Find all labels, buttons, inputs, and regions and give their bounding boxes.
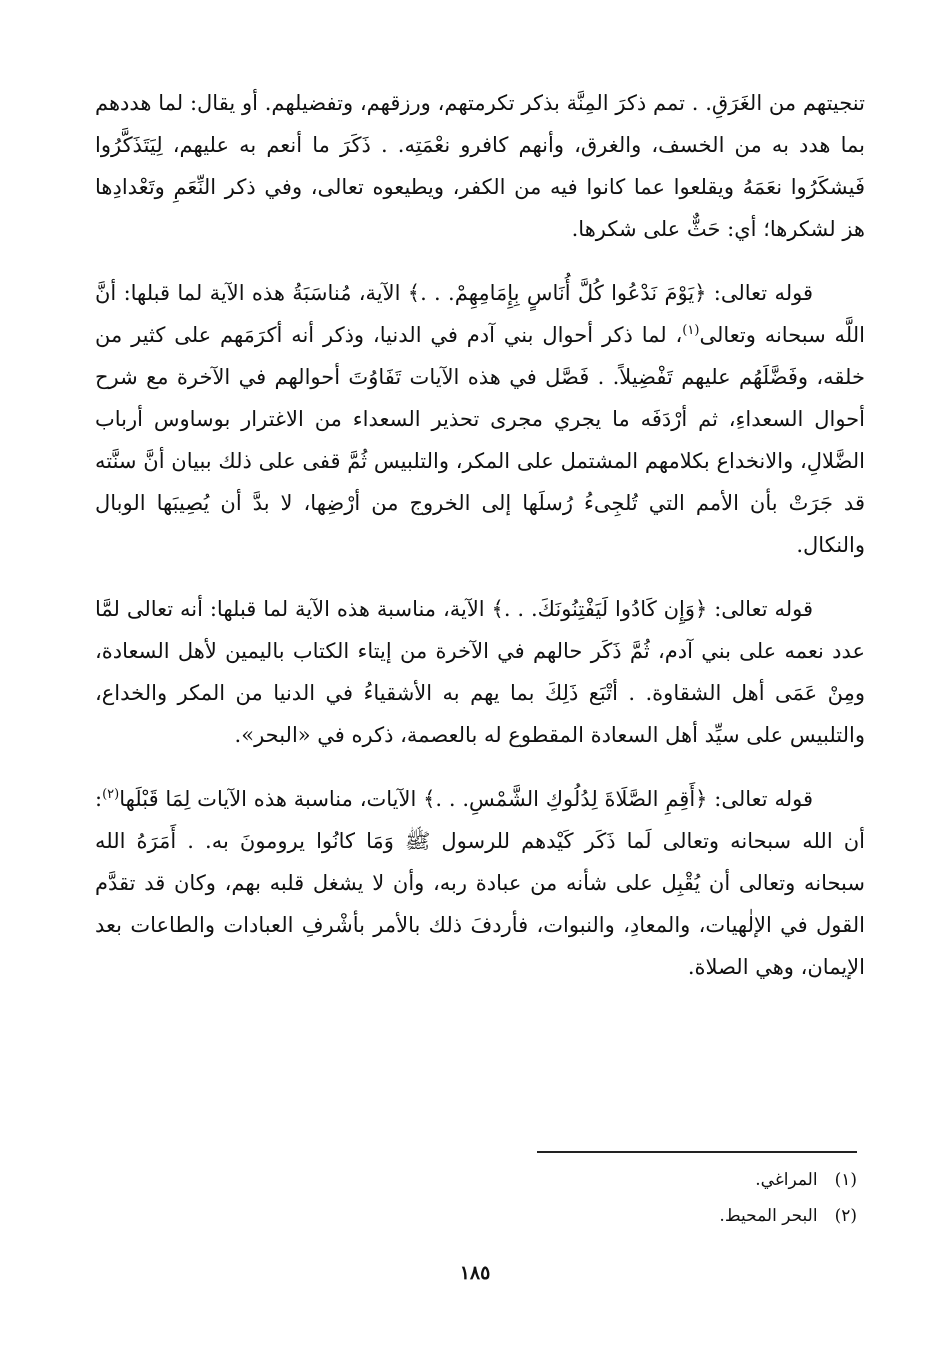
paragraph-4 — [95, 778, 865, 988]
paragraph-2-text-after: ، لما ذكر أحوال بني آدم في الدنيا، وذكر أنه أكرَمَهم على كثير من خلقه، وفَضَّلَهُم عليهم تَفْضِيلاً. . فَصَّل في هذه الآيات تَفَاوُتَ أحوالهم في الآخرة مع شرح أحوال السعداءِ، ثم أرْدَفَه ما يجري مجرى تحذير السعداء من الاغترار بوساوس أرباب الضَّلالِ، والانخداع بكلامهم المشتمل على المكر، والتلبيس ثُمَّ قفى على ذلك ببيان أنَّ سنَّته قد جَرَتْ بأن الأمم التي تُلجِىءُ رُسلَها إلى الخروج من أرْضِها، لا بدَّ أن يُصِيبَها الوبال والنكال. — [95, 323, 865, 557]
footnote-1-text: المراغي. — [755, 1170, 818, 1190]
paragraph-2-text: قوله تعالى: ﴿يَوْمَ نَدْعُوا كُلَّ أُنَاسٍ بِإِمَامِهِمْ. . .﴾ الآية، مُناسَبَةُ هذه الآية لما قبلها: أنَّ اللَّه سبحانه وتعالى — [95, 281, 865, 347]
page-body — [95, 82, 865, 988]
footnote-2-number: (٢) — [834, 1206, 857, 1226]
page-number: ١٨٥ — [459, 1262, 491, 1284]
footnotes — [357, 1162, 857, 1234]
footnote-ref-2[interactable]: (٢) — [102, 787, 120, 802]
paragraph-2 — [95, 272, 865, 566]
footnote-2 — [357, 1198, 857, 1234]
footnote-1 — [357, 1162, 857, 1198]
footnote-ref-1[interactable]: (١) — [682, 323, 700, 338]
paragraph-1 — [95, 82, 865, 250]
paragraph-4-text-after: : أن الله سبحانه وتعالى لَما ذَكَر كَيْدهم للرسول ﷺ وَمَا كانُوا يرومونَ به. . أَمَرَهُ الله سبحانه وتعالى أن يُقْبِل على شأنه من عبادة ربه، وأن لا يشغل قلبه بهم، وكان قد تقدَّم القول في الإلٰهيات، والمعادِ، والنبوات، فأردفَ ذلك بالأمر بأشْرفِ العبادات والطاعات بعد الإيمان، وهي الصلاة. — [95, 787, 865, 979]
paragraph-4-text: قوله تعالى: ﴿أَقِمِ الصَّلَاةَ لِدُلُوكِ الشَّمْسِ. . .﴾ الآيات، مناسبة هذه الآيات لِمَا قَبْلَها — [119, 787, 813, 811]
paragraph-3 — [95, 588, 865, 756]
footnote-1-number: (١) — [834, 1170, 857, 1190]
footnote-divider — [537, 1151, 857, 1153]
paragraph-3-text: قوله تعالى: ﴿وَإِن كَادُوا لَيَفْتِنُونَكَ. . .﴾ الآية، مناسبة هذه الآية لما قبلها: أنه تعالى لمَّا عدد نعمه على بني آدم، ثُمَّ ذَكَر حالهم في الآخرة من إيتاء الكتاب باليمين لأهل السعادة، ومِنْ عَمَى أهل الشقاوة. . أتْبَع ذَلِكَ بما يهم به الأشقياءُ في الدنيا من المكر والخداع، والتلبيس على سيِّد أهل السعادة المقطوع له بالعصمة، ذكره في «البحر». — [95, 597, 865, 747]
footnote-2-text: البحر المحيط. — [719, 1206, 818, 1226]
paragraph-1-text: تنجيتهم من الغَرَقِ. . تمم ذكرَ المِنَّة بذكر تكرمتهم، ورزقهم، وتفضيلهم. أو يقال: لما هددهم بما هدد به من الخسف، والغرق، وأنهم كافرو نعْمَتِه. . ذَكَرَ ما أنعم به عليهم، لِيَتَذَكَّرُوا فَيشكَرُوا نعَمَهُ ويقلعوا عما كانوا فيه من الكفر، ويطيعوه تعالى، وفي ذكر النِّعَمِ وتَعْدادِها هز لشكرها؛ أي: حَثٌّ على شكرها. — [95, 91, 865, 241]
